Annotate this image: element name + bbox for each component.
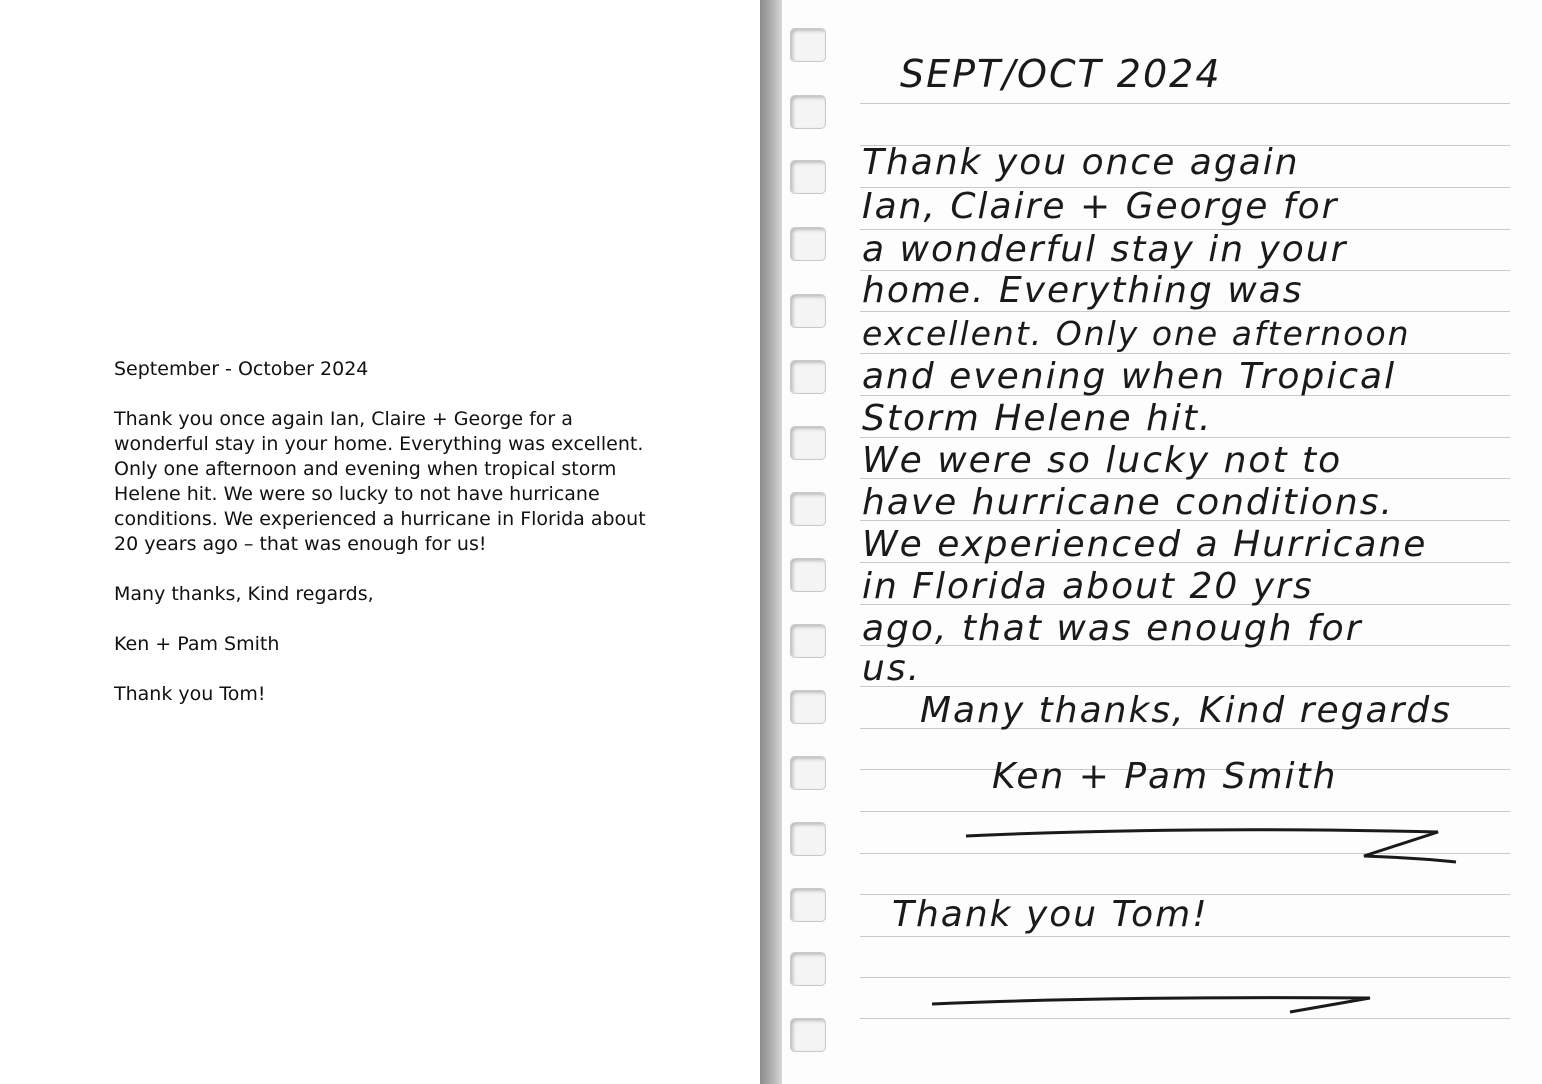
underline-stroke-postscript: [932, 998, 1370, 1012]
handwritten-line: have hurricane conditions.: [862, 482, 1394, 523]
handwritten-line: Ian, Claire + George for: [862, 186, 1339, 227]
handwritten-line: home. Everything was: [862, 270, 1304, 311]
signature-underline-strokes: [760, 0, 1542, 1084]
typed-date: September - October 2024: [114, 358, 369, 380]
handwritten-closing: Many thanks, Kind regards: [920, 690, 1452, 731]
transcription-page: [0, 0, 760, 1084]
handwritten-line: and evening when Tropical: [862, 356, 1397, 397]
typed-body: Thank you once again Ian, Claire + George for a wonderful stay in your home. Everything was excellent. Only one afternoon and evening when tropical storm Helene hit. We were so lucky to not have hurricane conditions. We experienced a hurricane in Florida about 20 years ago – that was enough for us!: [114, 408, 646, 555]
handwritten-line: us.: [862, 648, 922, 689]
handwritten-line: We were so lucky not to: [862, 440, 1343, 481]
handwritten-line: We experienced a Hurricane: [862, 524, 1428, 565]
underline-stroke-signature: [966, 830, 1456, 862]
handwritten-signature: Ken + Pam Smith: [992, 756, 1338, 797]
typed-transcription: [114, 357, 654, 732]
handwritten-line: ago, that was enough for: [862, 608, 1363, 649]
handwritten-postscript: Thank you Tom!: [892, 894, 1209, 935]
handwritten-line: Thank you once again: [862, 142, 1300, 183]
handwritten-date: SEPT/OCT 2024: [900, 52, 1222, 96]
handwritten-notebook-page: [760, 0, 1542, 1084]
typed-closing: Many thanks, Kind regards,: [114, 583, 374, 605]
handwritten-line: Storm Helene hit.: [862, 398, 1213, 439]
handwritten-line: excellent. Only one afternoon: [862, 314, 1411, 353]
typed-signature: Ken + Pam Smith: [114, 633, 280, 655]
handwritten-line: a wonderful stay in your: [862, 229, 1348, 270]
typed-postscript: Thank you Tom!: [114, 683, 266, 705]
handwritten-line: in Florida about 20 yrs: [862, 566, 1314, 607]
